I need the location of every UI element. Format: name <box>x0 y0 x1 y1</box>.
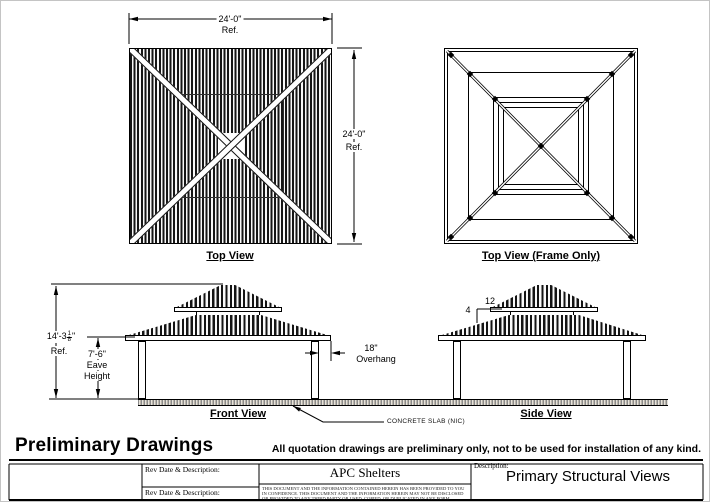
side-column-left <box>453 341 461 399</box>
front-view-label: Front View <box>209 408 267 420</box>
dim-top-depth: 24'-0" <box>342 129 366 139</box>
dim-top-width-ref: Ref. <box>221 25 239 35</box>
rev-row-1-label: Rev Date & Description: <box>145 465 220 474</box>
concrete-slab <box>138 399 668 406</box>
dim-top-width: 24'-0" <box>218 14 242 24</box>
fraction-numerator: 1 <box>67 331 71 337</box>
pitch-run: 12 <box>484 296 496 306</box>
side-upper-roof <box>493 285 595 307</box>
dim-overall-height-ref: Ref. <box>50 346 68 356</box>
confidentiality-line-3: OR PROVIDED TO ANY THIRD PARTY OR USED, COPIED, OR DUPLICATED IN ANY FORM <box>262 496 450 502</box>
side-view-label: Side View <box>520 408 572 420</box>
dimension-overlay <box>1 1 710 502</box>
confidentiality-line-1: THIS DOCUMENT AND THE INFORMATION CONTAINED HEREIN HAS BEEN PROVIDED TO YOU <box>262 486 465 491</box>
dim-overall-height-suffix: " <box>71 331 76 341</box>
front-lower-roof <box>129 315 327 335</box>
frame-view-drawing <box>444 48 638 244</box>
top-view-drawing <box>129 48 332 244</box>
side-column-right <box>623 341 631 399</box>
slab-callout: CONCRETE SLAB (NIC) <box>387 418 465 425</box>
dim-overall-height-fraction <box>67 332 72 343</box>
dim-overall-height <box>45 331 77 343</box>
dim-eave-word1: Eave <box>86 360 108 370</box>
front-column-left <box>138 341 146 399</box>
dim-top-depth-ref: Ref. <box>345 142 363 152</box>
front-column-right <box>311 341 319 399</box>
dim-overhang-word: Overhang <box>356 354 396 364</box>
dim-overhang-value: 18" <box>364 343 378 353</box>
top-view-label: Top View <box>206 250 254 262</box>
confidentiality-line-2: IN CONFIDENCE. THIS DOCUMENT AND THE INFORMATION HEREIN MAY NOT BE DISCLOSED <box>262 491 464 497</box>
pitch-rise: 4 <box>465 305 471 315</box>
description-value: Primary Structural Views <box>506 468 670 485</box>
side-lower-fascia <box>438 335 646 341</box>
confidentiality-notice <box>262 486 469 502</box>
front-lower-fascia <box>125 335 331 341</box>
rev-row-2-label: Rev Date & Description: <box>145 488 220 497</box>
sheet-title: Preliminary Drawings <box>15 435 214 456</box>
company-name: APC Shelters <box>329 465 401 480</box>
fraction-denominator: 8 <box>67 337 71 343</box>
dim-eave-height: 7'-6" <box>88 349 106 359</box>
dim-overall-height-main: 14'-3 <box>46 331 67 341</box>
side-lower-roof <box>442 315 642 335</box>
dim-eave-word2: Height <box>83 371 111 381</box>
frame-view-label: Top View (Frame Only) <box>481 250 601 262</box>
disclaimer-note: All quotation drawings are preliminary only, not to be used for installation of any kind. <box>271 443 701 455</box>
front-upper-roof <box>177 285 279 307</box>
description-label: Description: <box>474 462 509 470</box>
